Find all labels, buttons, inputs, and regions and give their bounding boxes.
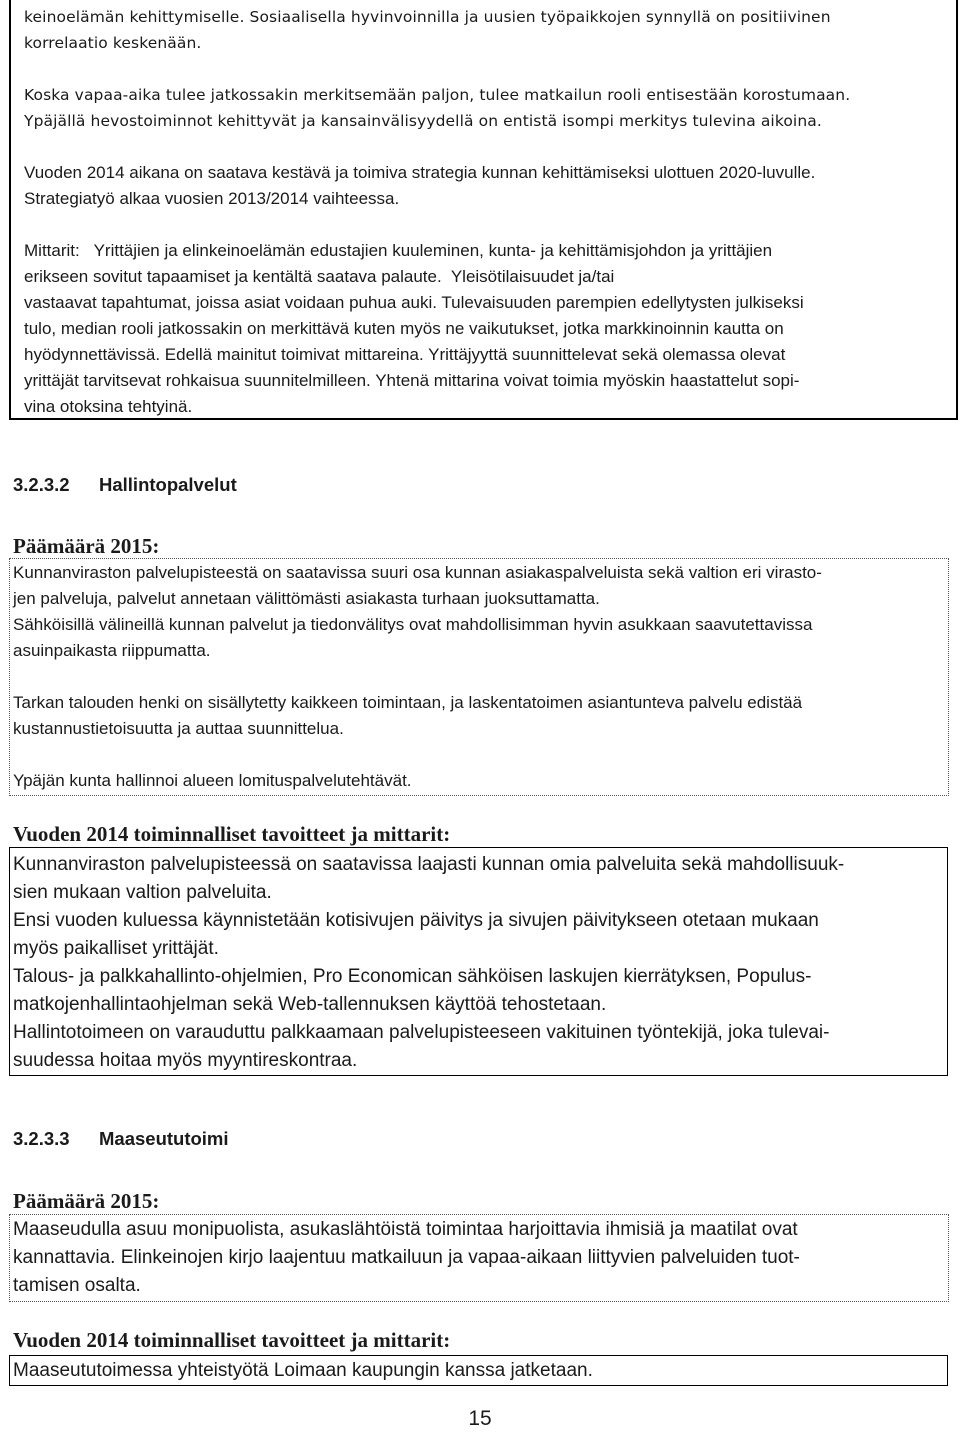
- tourism-line: Koska vapaa-aika tulee jatkossakin merkitsemään paljon, tulee matkailun rooli entisestään korostumaan.: [24, 86, 851, 104]
- goal-line: Sähköisillä välineillä kunnan palvelut ja tiedonvälitys ovat mahdollisimman hyvin asukkaan saavutettavissa: [13, 615, 813, 634]
- objective-line: Talous- ja palkkahallinto-ohjelmien, Pro Economican sähköisen laskujen kierrätyksen, Populus-: [13, 966, 812, 987]
- section-heading: [13, 474, 237, 496]
- objective-line: sien mukaan valtion palveluita.: [13, 882, 272, 903]
- continuation-line: keinoelämän kehittymiselle. Sosiaalisella hyvinvoinnilla ja uusien työpaikkojen synnyllä on positiivinen: [24, 8, 831, 26]
- goal-line: Maaseudulla asuu monipuolista, asukaslähtöistä toimintaa harjoittavia ihmisiä ja maatilat ovat: [13, 1219, 798, 1240]
- goal-heading: Päämäärä 2015:: [13, 1189, 160, 1213]
- objective-line: matkojenhallintaohjelman sekä Web-tallennuksen käyttöä tehostetaan.: [13, 994, 607, 1015]
- section-number: 3.2.3.3: [13, 1128, 70, 1149]
- section-title: Maaseututoimi: [99, 1128, 229, 1149]
- goal-line: jen palveluja, palvelut annetaan välittömästi asiakasta turhaan juoksuttamatta.: [13, 589, 600, 608]
- strategy-line: Vuoden 2014 aikana on saatava kestävä ja toimiva strategia kunnan kehittämiseksi ulottuen 2020-luvulle.: [24, 163, 816, 182]
- goal-line: Tarkan talouden henki on sisällytetty kaikkeen toimintaan, ja laskentatoimen asiantunteva palvelu edistää: [13, 693, 803, 712]
- goal-line: asuinpaikasta riippumatta.: [13, 641, 211, 660]
- metrics-line: erikseen sovitut tapaamiset ja kentältä saatava palaute. Yleisötilaisuudet ja/tai: [24, 267, 615, 286]
- objective-line: Hallintotoimeen on varauduttu palkkaamaan palvelupisteeseen vakituinen työntekijä, joka tulevai-: [13, 1022, 830, 1043]
- section-heading: [13, 1128, 229, 1150]
- goal-line: kannattavia. Elinkeinojen kirjo laajentuu matkailuun ja vapaa-aikaan liittyvien palveluiden tuot-: [13, 1247, 800, 1268]
- metrics-line: hyödynnettävissä. Edellä mainitut toimivat mittareina. Yrittäjyyttä suunnittelevat sekä olemassa olevat: [24, 345, 786, 364]
- objective-line: myös paikalliset yrittäjät.: [13, 938, 219, 959]
- goal-line: kustannustietoisuutta ja auttaa suunnittelua.: [13, 719, 344, 738]
- metrics-line: vastaavat tapahtumat, joissa asiat voidaan puhua auki. Tulevaisuuden parempien edellytysten julkiseksi: [24, 293, 804, 312]
- section-number: 3.2.3.2: [13, 474, 70, 495]
- objective-line: suudessa hoitaa myös myyntireskontraa.: [13, 1050, 358, 1071]
- section-title: Hallintopalvelut: [99, 474, 237, 495]
- goal-line: Ypäjän kunta hallinnoi alueen lomituspalvelutehtävät.: [13, 771, 412, 790]
- objectives-heading: Vuoden 2014 toiminnalliset tavoitteet ja mittarit:: [13, 1328, 451, 1352]
- metrics-line: Mittarit: Yrittäjien ja elinkeinoelämän edustajien kuuleminen, kunta- ja kehittämisjohdon ja yrittäjien: [24, 241, 773, 260]
- goal-heading: Päämäärä 2015:: [13, 534, 160, 558]
- objective-line: Kunnanviraston palvelupisteessä on saatavissa laajasti kunnan omia palveluita sekä mahdollisuuk-: [13, 854, 845, 875]
- objective-line: Ensi vuoden kuluessa käynnistetään kotisivujen päivitys ja sivujen päivitykseen otetaan mukaan: [13, 910, 819, 931]
- strategy-line: Strategiatyö alkaa vuosien 2013/2014 vaihteessa.: [24, 189, 400, 208]
- goal-line: Kunnanviraston palvelupisteestä on saatavissa suuri osa kunnan asiakaspalveluista sekä valtion eri virasto-: [13, 563, 822, 582]
- objective-line: Maaseututoimessa yhteistyötä Loimaan kaupungin kanssa jatketaan.: [13, 1360, 593, 1381]
- metrics-line: yrittäjät tarvitsevat rohkaisua suunnitelmilleen. Yhtenä mittarina voivat toimia myöskin haastattelut sopi-: [24, 371, 800, 390]
- page-number: 15: [468, 1407, 492, 1430]
- objectives-heading: Vuoden 2014 toiminnalliset tavoitteet ja mittarit:: [13, 822, 451, 846]
- metrics-line: vina otoksina tehtyinä.: [24, 397, 193, 416]
- metrics-line: tulo, median rooli jatkossakin on merkittävä kuten myös ne vaikutukset, jotka markkinoinnin kautta on: [24, 319, 784, 338]
- continuation-line: korrelaatio keskenään.: [24, 34, 202, 52]
- tourism-line: Ypäjällä hevostoiminnot kehittyvät ja kansainvälisyydellä on entistä isompi merkitys tulevina aikoina.: [24, 112, 822, 130]
- goal-line: tamisen osalta.: [13, 1275, 141, 1296]
